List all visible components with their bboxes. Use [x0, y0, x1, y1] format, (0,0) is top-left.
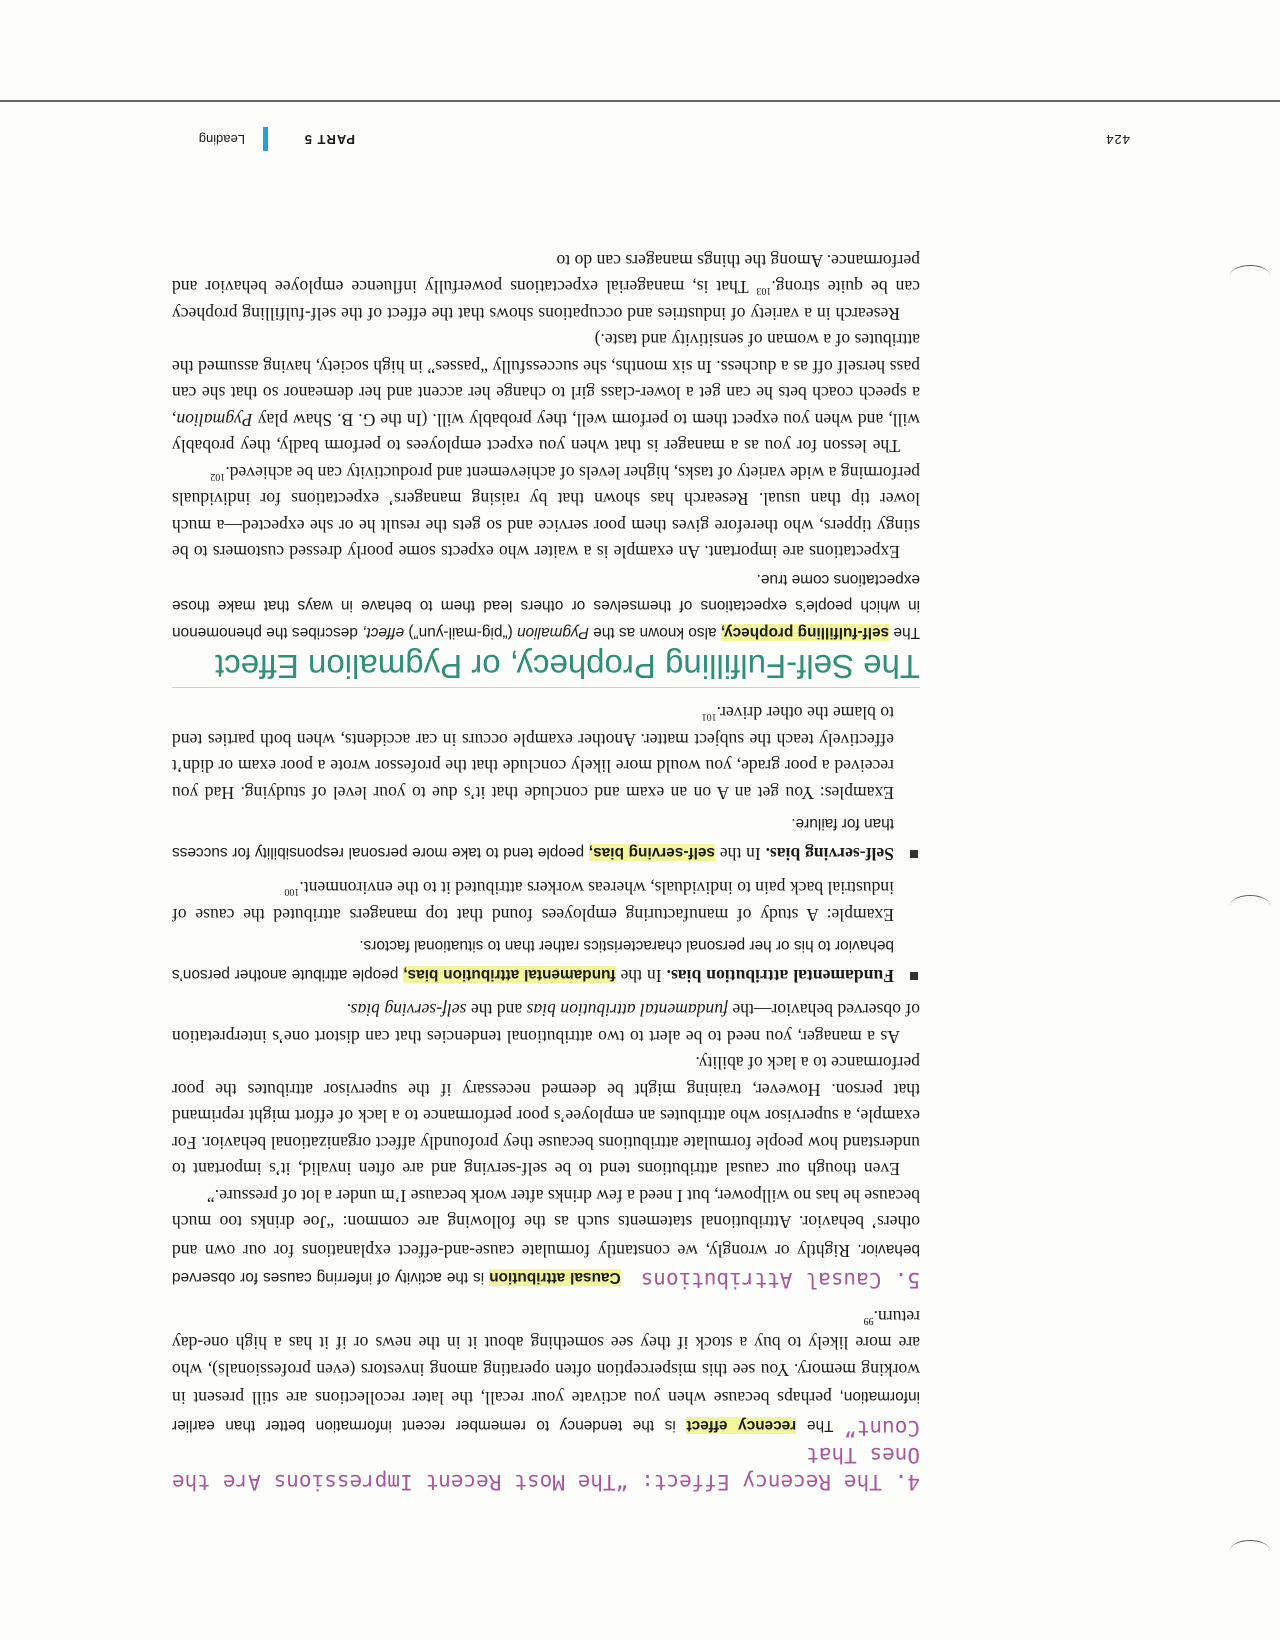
causal-p2: Even though our causal attributions tend to be self-serving and are often invalid, it’s important to understand how people formulate attributions because they profoundly affect organizational behavior. For example, a supervisor who attributes an employee’s poor performance to a lack of effort might reprimand that person. However, training might be deemed necessary if the supervisor attributes the poor performance to a lack of ability. [172, 1053, 920, 1180]
page-number: 424 [1105, 132, 1130, 147]
bullet-fundamental [172, 932, 920, 989]
bullet-self-serving [172, 810, 920, 867]
pyg-p1-text: Expectations are important. An example is a waiter who expects some poorly dressed customers to be stingy tippers, who therefore gives them poor service and so gets the result he or she expected—a much lower tip than usual. Research has shown that by raising managers’ expectations for individuals performing a wide variety of tasks, higher levels of achievement and productivity can be achieved. [172, 463, 920, 563]
pyg-p3-text: Research in a variety of industries and occupations shows that the effect of the self-fulfilling prophecy can be quite strong. [172, 277, 920, 324]
causal-p1: Rightly or wrongly, we constantly formulate cause-and-effect explanations for our own and others’ behavior. Attributional statements such as the following are common: “Joe drinks too much because he has no willpower, but I need a few drinks after work because I’m under a lot of pressure.” [172, 1186, 920, 1261]
bullet2-example-text: Examples: You get an A on an exam and conclude that it’s due to your level of studying. Had you received a poor grade, you would more likely conclude that the professor wrote a poor exam or didn’t effectively teach the subject matter. Another example occurs in car accidents, when both parties tend to blame the other driver. [172, 703, 894, 803]
causal-p3-term1: fundamental attribution bias [526, 1000, 728, 1021]
recency-term-pre: The [806, 1417, 834, 1434]
section-label: Leading [198, 132, 245, 147]
bullet2-ref: 101 [701, 711, 717, 723]
bullet2-example [172, 700, 920, 806]
causal-term-def: is the activity of inferring causes for observed behavior. [171, 1241, 920, 1287]
pygmalion-p1 [172, 460, 920, 566]
bullet-square-icon [910, 972, 918, 980]
bullet1-def: people attribute another person’s behavior to his or her personal characteristics rather than to situational factors. [171, 937, 894, 983]
pyg-p3-ref: 103 [756, 285, 772, 297]
causal-paragraph [172, 1183, 920, 1294]
bullet1-ref: 100 [284, 886, 300, 898]
pyg-def-term: self-fulfilling prophecy, [720, 624, 890, 641]
bullet2-term: self-serving bias, [588, 844, 716, 861]
pygmalion-heading: The Self-Fulfilling Prophecy, or Pygmalion Effect [215, 648, 920, 685]
pyg-p2-rest: a speech coach bets he can get a lower-class girl to change her accent and her demeanor so that she can pass herself off as a duchess. In six months, she successfully “passes” in high society, having assumed the attributes of a woman of sensitivity and taste.) [172, 330, 920, 404]
recency-heading-line2: Count” [844, 1416, 920, 1440]
bullet2-lead: Self-serving bias. [765, 844, 894, 864]
bullet1-example-text: Example: A study of manufacturing employees found that top managers attributed the cause of industrial back pain to individuals, whereas workers attributed it to the environment. [172, 878, 894, 925]
pyg-p2-play: Pygmalion, [172, 410, 253, 430]
pyg-def-mid: also known as the [593, 624, 717, 641]
pygmalion-p2 [172, 327, 920, 460]
bullet1-mid: In the [620, 966, 662, 986]
pyg-p2-pre: The lesson for you as a manager is that when you expect employees to perform badly, they probably will, and when you expect them to perform well, they probably will. (In the G. B. Shaw play [172, 410, 920, 457]
running-head-divider [263, 127, 268, 151]
pygmalion-definition [172, 566, 920, 646]
recency-heading-line1: 4. The Recency Effect: “The Most Recent Impressions Are the Ones That [172, 1443, 920, 1494]
causal-p3-term2: self-serving bias. [346, 1000, 467, 1021]
recency-ref: 99 [863, 1314, 874, 1326]
bullet2-mid: In the [719, 844, 761, 864]
recency-body: perhaps because when you activate your recall, the later recollections are still present in working memory. You see this misperception often operating among investors (even professionals), who are more likely to buy a stock if they see something about it in the news or if it has a high one-day return. [172, 1307, 920, 1409]
bullet1-example [172, 875, 920, 928]
bullet1-lead: Fundamental attribution bias. [666, 966, 894, 986]
pyg-def-italic: Pygmalion [517, 624, 589, 641]
recency-heading [172, 1441, 920, 1495]
pyg-def-rest: describes the phenomenon in which people’s expectations of themselves or others lead them to behave in ways that make those expectations come true. [172, 571, 920, 641]
recency-term-def: is the tendency to remember recent information better than earlier information, [172, 1388, 920, 1434]
bullet1-term: fundamental attribution bias, [403, 966, 616, 983]
pygmalion-p3 [172, 248, 920, 328]
pyg-def-effect: effect, [362, 624, 405, 641]
recency-term: recency effect [686, 1417, 797, 1434]
running-head [170, 125, 1130, 153]
recency-paragraph [172, 1304, 920, 1442]
causal-p3-and: and the [470, 1000, 523, 1021]
bullet2-def: people tend to take more personal responsibility for success than for failure. [172, 815, 894, 861]
bullet-square-icon [910, 850, 918, 858]
causal-p3-text: As a manager, you need to be alert to two attributional tendencies that can distort one’s interpretation of observed behavior—the [172, 1000, 920, 1047]
pyg-def-pron: (“pig-mail-yun”) [408, 624, 513, 641]
causal-p3 [172, 997, 920, 1050]
main-column [172, 248, 920, 1496]
pyg-p1-ref: 102 [210, 470, 226, 482]
section-divider [172, 687, 920, 688]
part-label: PART 5 [303, 132, 355, 147]
causal-term: Causal attribution [489, 1269, 621, 1287]
pyg-p3-rest: That is, managerial expectations powerfully influence employee behavior and performance. Among the things managers can do to [171, 251, 920, 298]
causal-heading: 5. Causal Attributions [640, 1268, 920, 1293]
pyg-def-pre: The [893, 624, 920, 641]
